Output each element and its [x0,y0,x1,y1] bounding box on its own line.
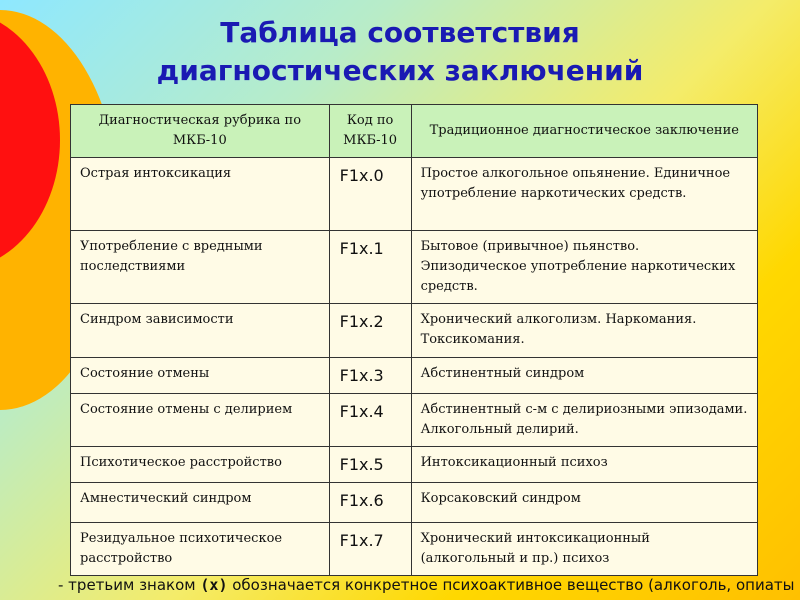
title-line-2: диагностических заключений [156,54,644,87]
cell-rubric: Синдром зависимости [71,304,330,358]
table-row [71,394,758,447]
header-conclusion: Традиционное диагностическое заключение [411,105,757,158]
cell-conclusion: Простое алкогольное опьянение. Единичное употребление наркотических средств. [411,158,757,231]
cell-conclusion: Интоксикационный психоз [411,447,757,483]
table-row [71,158,758,231]
footnote-suffix: обозначается конкретное психоактивное вещество (алкоголь, опиаты [227,576,795,594]
cell-conclusion: Бытовое (привычное) пьянство. Эпизодическое употребление наркотических средств. [411,231,757,304]
cell-code: F1x.0 [329,158,411,231]
title-line-1: Таблица соответствия [220,16,580,49]
cell-code: F1x.1 [329,231,411,304]
footnote-code: (x) [200,576,228,594]
table-header-row [71,105,758,158]
table-row [71,447,758,483]
cell-rubric: Острая интоксикация [71,158,330,231]
cell-rubric: Состояние отмены [71,358,330,394]
cell-rubric: Амнестический синдром [71,483,330,523]
table-row [71,523,758,576]
cell-rubric: Психотическое расстройство [71,447,330,483]
cell-conclusion: Корсаковский синдром [411,483,757,523]
header-rubric: Диагностическая рубрика по МКБ-10 [71,105,330,158]
cell-rubric: Состояние отмены с делирием [71,394,330,447]
table-row [71,358,758,394]
table-row [71,483,758,523]
cell-code: F1x.6 [329,483,411,523]
cell-code: F1x.2 [329,304,411,358]
cell-code: F1x.3 [329,358,411,394]
table-row [71,304,758,358]
cell-conclusion: Хронический интоксикационный (алкогольный и пр.) психоз [411,523,757,576]
cell-rubric: Резидуальное психотическое расстройство [71,523,330,576]
cell-rubric: Употребление с вредными последствиями [71,231,330,304]
cell-code: F1x.7 [329,523,411,576]
table-row [71,231,758,304]
footnote-prefix: - третьим знаком [58,576,201,594]
page-title [0,14,800,90]
cell-conclusion: Абстинентный с-м с делириозными эпизодами. Алкогольный делирий. [411,394,757,447]
cell-conclusion: Хронический алкоголизм. Наркомания. Токсикомания. [411,304,757,358]
cell-conclusion: Абстинентный синдром [411,358,757,394]
diagnosis-mapping-table [70,104,758,576]
header-code: Код по МКБ-10 [329,105,411,158]
cell-code: F1x.5 [329,447,411,483]
footnote [58,576,794,594]
cell-code: F1x.4 [329,394,411,447]
